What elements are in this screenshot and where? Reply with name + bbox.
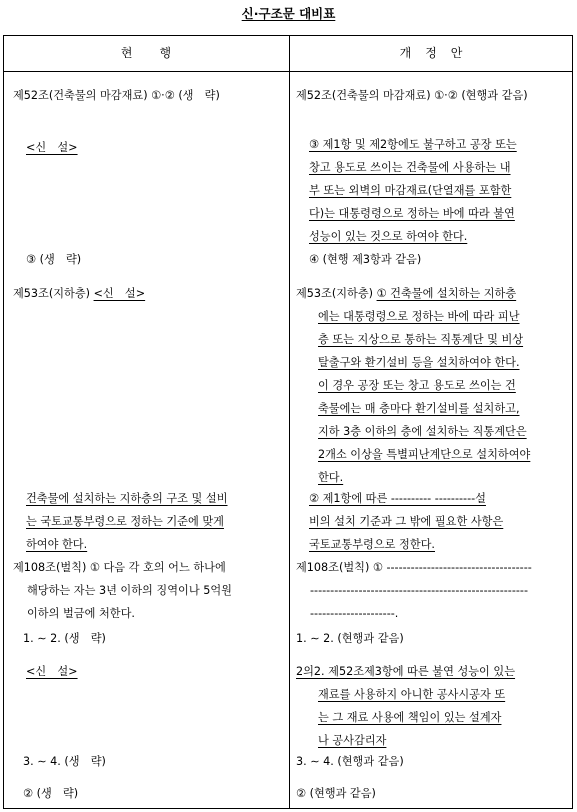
right-item-2-2-line: 나 공사감리자: [318, 734, 387, 747]
left-item-3-4: 3. ∼ 4. (생 략): [23, 755, 106, 768]
right-art53-line: 층 또는 지상으로 통하는 직통계단 및 비상: [318, 333, 524, 346]
left-art52: 제52조(건축물의 마감재료) ①·② (생 략): [13, 89, 220, 102]
right-art52-para3: [309, 133, 571, 248]
right-art52-p3-line: ③ 제1항 및 제2항에도 불구하고 공장 또는: [309, 138, 517, 151]
right-item-2-2-line: 는 그 재료 사용에 책임이 있는 설계자: [318, 711, 502, 724]
right-para2: ② (현행과 같음): [296, 787, 376, 800]
header-revised: 개 정 안: [399, 46, 464, 60]
left-art53-new: <신 설>: [93, 287, 146, 300]
right-art53-line: 축물에는 매 층마다 환기설비를 설치하고,: [318, 402, 520, 415]
header-divider: [4, 71, 572, 72]
left-art53-line: 하여야 한다.: [26, 538, 88, 551]
header-current: 현 행: [120, 46, 173, 60]
right-art53-line: ① 건축물에 설치하는 지하층: [376, 287, 517, 300]
right-art53-p2-line: 비의 설치 기준과 그 밖에 필요한 사항은: [309, 515, 504, 528]
document-title: 신·구조문 대비표: [241, 6, 336, 21]
right-art52-p3-line: 부 또는 외벽의 마감재료(단열재를 포함한: [309, 184, 512, 197]
left-new-clause-1: <신 설>: [26, 141, 78, 154]
right-art53-line: 2개소 이상을 특별피난계단으로 설치하여야: [318, 448, 531, 461]
right-art108: [296, 556, 568, 625]
comparison-table: [3, 35, 573, 809]
right-art53-line: 한다.: [318, 471, 344, 484]
right-art53-line: 탈출구와 환기설비 등을 설치하여야 한다.: [318, 356, 520, 369]
right-art108-line: ------------------------------------------------------: [310, 584, 528, 597]
right-art53-p2-line: 국토교통부령으로 정한다.: [309, 538, 435, 551]
right-art53-p2-line: ② 제1항에 따른 ---------- ----------설: [309, 492, 486, 505]
left-art108-line: 제108조(벌칙) ① 다음 각 호의 어느 하나에: [13, 561, 226, 574]
right-art108-line: ---------------------.: [310, 607, 399, 620]
right-art52-para4: ④ (현행 제3항과 같음): [309, 253, 422, 266]
right-art52-p3-line: 다)는 대통령령으로 정하는 바에 따라 불연: [309, 207, 515, 220]
right-art53-line: 지하 3층 이하의 층에 설치하는 직통계단은: [318, 425, 527, 438]
left-art53-body: [26, 487, 288, 556]
left-art53-line: 는 국토교통부령으로 정하는 기준에 맞게: [26, 515, 224, 528]
right-item-1-2: 1. ∼ 2. (현행과 같음): [296, 632, 404, 645]
right-item-2-2-line: 2의2. 제52조제3항에 따른 불연 성능이 있는: [296, 665, 516, 678]
left-para2: ② (생 략): [23, 787, 79, 800]
left-art53-title: 제53조(지하층): [13, 287, 94, 300]
left-new-clause-2: <신 설>: [26, 665, 78, 678]
left-art108: [13, 556, 285, 625]
left-item-1-2: 1. ∼ 2. (생 략): [23, 632, 106, 645]
right-art53-line: 에는 대통령령으로 정하는 바에 따라 피난: [318, 310, 520, 323]
right-art53-line: 이 경우 공장 또는 창고 용도로 쓰이는 건: [318, 379, 516, 392]
right-art52-p3-line: 성능이 있는 것으로 하여야 한다.: [309, 230, 468, 243]
left-art53-line: 건축물에 설치하는 지하층의 구조 및 설비: [26, 492, 228, 505]
right-item-2-2-line: 재료를 사용하지 아니한 공사시공자 또: [318, 688, 506, 701]
right-art52: 제52조(건축물의 마감재료) ①·② (현행과 같음): [296, 89, 528, 102]
right-art53: [296, 282, 570, 489]
left-art108-line: 이하의 벌금에 처한다.: [27, 607, 135, 620]
left-art52-para3: ③ (생 략): [26, 253, 82, 266]
left-art108-line: 해당하는 자는 3년 이하의 징역이나 5억원: [27, 584, 232, 597]
right-art52-p3-line: 창고 용도로 쓰이는 건축물에 사용하는 내: [309, 161, 511, 174]
right-item-2-2: [296, 660, 570, 752]
right-art53-para2: [309, 487, 573, 556]
right-art108-line: 제108조(벌칙) ① ------------------------------------: [296, 561, 532, 574]
column-divider: [289, 36, 290, 808]
right-item-3-4: 3. ∼ 4. (현행과 같음): [296, 755, 404, 768]
left-art53-heading: [13, 282, 285, 305]
right-art53-title: 제53조(지하층): [296, 287, 377, 300]
